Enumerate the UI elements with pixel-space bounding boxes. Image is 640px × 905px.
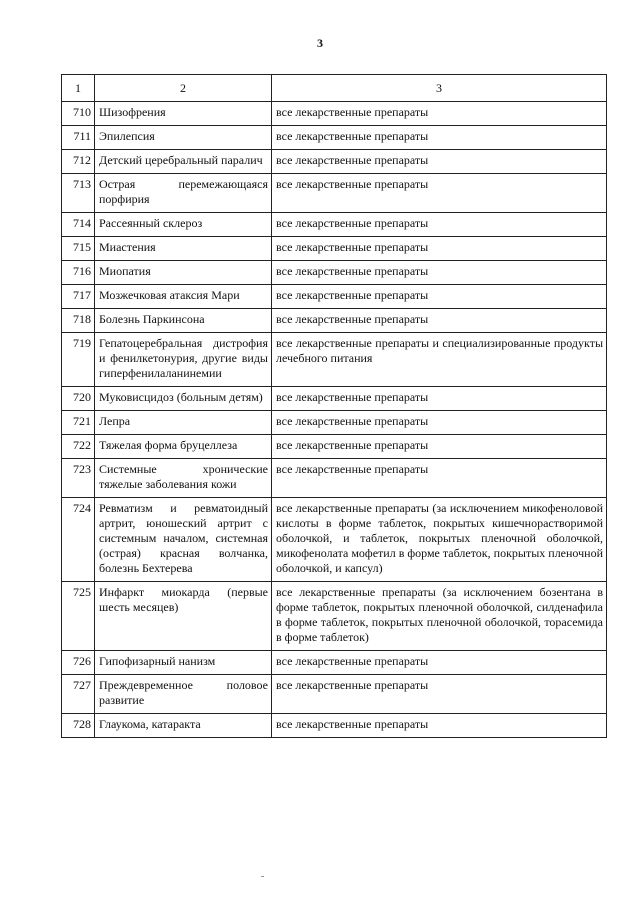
row-number: 723: [62, 459, 95, 498]
row-number: 714: [62, 213, 95, 237]
table-row: [62, 309, 607, 333]
drug-scope: все лекарственные препараты (за исключением микофеноловой кислоты в форме таблеток, покрытых кишечнорастворимой оболочкой, и таблеток, покрытых пленочной оболочкой, микофенолата мофетил в форме таблеток, покрытых пленочной оболочкой, и капсул): [272, 498, 607, 582]
drug-scope: все лекарственные препараты: [272, 237, 607, 261]
drug-scope: все лекарственные препараты: [272, 387, 607, 411]
disease-name: Лепра: [95, 411, 272, 435]
drug-scope: все лекарственные препараты: [272, 651, 607, 675]
drug-scope: все лекарственные препараты: [272, 261, 607, 285]
drug-scope: все лекарственные препараты: [272, 714, 607, 738]
drug-scope: все лекарственные препараты: [272, 213, 607, 237]
drug-scope: все лекарственные препараты: [272, 150, 607, 174]
table-row: [62, 498, 607, 582]
table-header: [62, 75, 607, 102]
table-row: [62, 714, 607, 738]
disease-name: Гипофизарный нанизм: [95, 651, 272, 675]
drug-scope: все лекарственные препараты: [272, 174, 607, 213]
disease-name: Системные хронические тяжелые заболевания кожи: [95, 459, 272, 498]
drug-scope: все лекарственные препараты (за исключением бозентана в форме таблеток, покрытых пленочной оболочкой, силденафила в форме таблеток, покрытых пленочной оболочкой, торасемида в форме таблеток): [272, 582, 607, 651]
disease-name: Ревматизм и ревматоидный артрит, юношеский артрит с системным началом, системная (острая) красная волчанка, болезнь Бехтерева: [95, 498, 272, 582]
drug-scope: все лекарственные препараты: [272, 102, 607, 126]
row-number: 726: [62, 651, 95, 675]
disease-name: Острая перемежающаяся порфирия: [95, 174, 272, 213]
table-row: [62, 333, 607, 387]
disease-name: Эпилепсия: [95, 126, 272, 150]
disease-name: Рассеянный склероз: [95, 213, 272, 237]
disease-table: [61, 74, 607, 738]
table-row: [62, 675, 607, 714]
disease-name: Миастения: [95, 237, 272, 261]
row-number: 718: [62, 309, 95, 333]
page-number: 3: [317, 36, 323, 50]
table-row: [62, 174, 607, 213]
disease-name: Мозжечковая атаксия Мари: [95, 285, 272, 309]
scan-mark: [261, 876, 264, 877]
table-row: [62, 261, 607, 285]
table-row: [62, 411, 607, 435]
disease-name: Болезнь Паркинсона: [95, 309, 272, 333]
disease-name: Миопатия: [95, 261, 272, 285]
disease-name: Тяжелая форма бруцеллеза: [95, 435, 272, 459]
row-number: 717: [62, 285, 95, 309]
table-row: [62, 126, 607, 150]
drug-scope: все лекарственные препараты: [272, 675, 607, 714]
column-header-2: 2: [95, 75, 272, 102]
row-number: 711: [62, 126, 95, 150]
drug-scope: все лекарственные препараты: [272, 459, 607, 498]
row-number: 721: [62, 411, 95, 435]
drug-scope: все лекарственные препараты: [272, 126, 607, 150]
row-number: 710: [62, 102, 95, 126]
drug-scope: все лекарственные препараты и специализированные продукты лечебного питания: [272, 333, 607, 387]
drug-scope: все лекарственные препараты: [272, 285, 607, 309]
row-number: 716: [62, 261, 95, 285]
drug-scope: все лекарственные препараты: [272, 309, 607, 333]
table-row: [62, 651, 607, 675]
row-number: 715: [62, 237, 95, 261]
table-body: [62, 102, 607, 738]
row-number: 722: [62, 435, 95, 459]
disease-name: Детский церебральный паралич: [95, 150, 272, 174]
table-row: [62, 459, 607, 498]
table-row: [62, 285, 607, 309]
row-number: 720: [62, 387, 95, 411]
row-number: 724: [62, 498, 95, 582]
drug-scope: все лекарственные препараты: [272, 435, 607, 459]
row-number: 725: [62, 582, 95, 651]
disease-name: Преждевременное половое развитие: [95, 675, 272, 714]
table-row: [62, 213, 607, 237]
row-number: 712: [62, 150, 95, 174]
disease-name: Гепатоцеребральная дистрофия и фенилкетонурия, другие виды гиперфенилаланинемии: [95, 333, 272, 387]
row-number: 727: [62, 675, 95, 714]
drug-scope: все лекарственные препараты: [272, 411, 607, 435]
column-header-1: 1: [62, 75, 95, 102]
row-number: 728: [62, 714, 95, 738]
row-number: 719: [62, 333, 95, 387]
table-row: [62, 237, 607, 261]
row-number: 713: [62, 174, 95, 213]
disease-name: Муковисцидоз (больным детям): [95, 387, 272, 411]
table-row: [62, 435, 607, 459]
disease-name: Глаукома, катаракта: [95, 714, 272, 738]
table-row: [62, 387, 607, 411]
disease-name: Инфаркт миокарда (первые шесть месяцев): [95, 582, 272, 651]
table-row: [62, 102, 607, 126]
table-row: [62, 150, 607, 174]
disease-name: Шизофрения: [95, 102, 272, 126]
column-header-3: 3: [272, 75, 607, 102]
table-row: [62, 582, 607, 651]
